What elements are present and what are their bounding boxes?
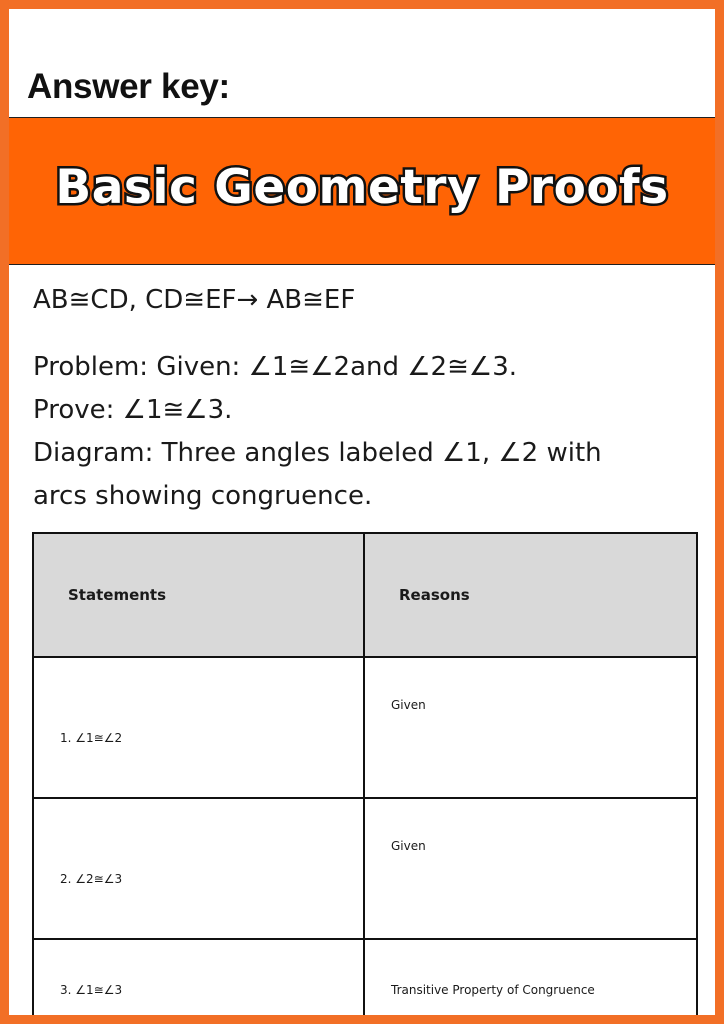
- statement-cell: 1. ∠1≅∠2: [33, 657, 364, 798]
- table-row: [33, 939, 697, 1024]
- problem-text: [33, 346, 693, 518]
- problem-diagram-line2: arcs showing congruence.: [33, 481, 373, 511]
- problem-diagram-line1: Diagram: Three angles labeled ∠1, ∠2 with: [33, 438, 602, 468]
- reason-cell: Given: [364, 798, 697, 939]
- reason-cell: Transitive Property of Congruence: [364, 939, 697, 1024]
- page-title: Basic Geometry Proofs: [55, 160, 669, 215]
- table-row: [33, 657, 697, 798]
- problem-given: Problem: Given: ∠1≅∠2and ∠2≅∠3.: [33, 352, 517, 382]
- table-header-row: [33, 533, 697, 657]
- proof-table: [32, 532, 698, 1024]
- table-row: [33, 798, 697, 939]
- statements-header: Statements: [33, 533, 364, 657]
- statement-cell: 3. ∠1≅∠3: [33, 939, 364, 1024]
- transitive-statement: AB≅CD, CD≅EF→ AB≅EF: [33, 285, 356, 315]
- reasons-header: Reasons: [364, 533, 697, 657]
- title-banner: [9, 117, 715, 265]
- reason-cell: Given: [364, 657, 697, 798]
- answer-key-label: Answer key:: [27, 67, 230, 106]
- statement-cell: 2. ∠2≅∠3: [33, 798, 364, 939]
- problem-prove: Prove: ∠1≅∠3.: [33, 395, 233, 425]
